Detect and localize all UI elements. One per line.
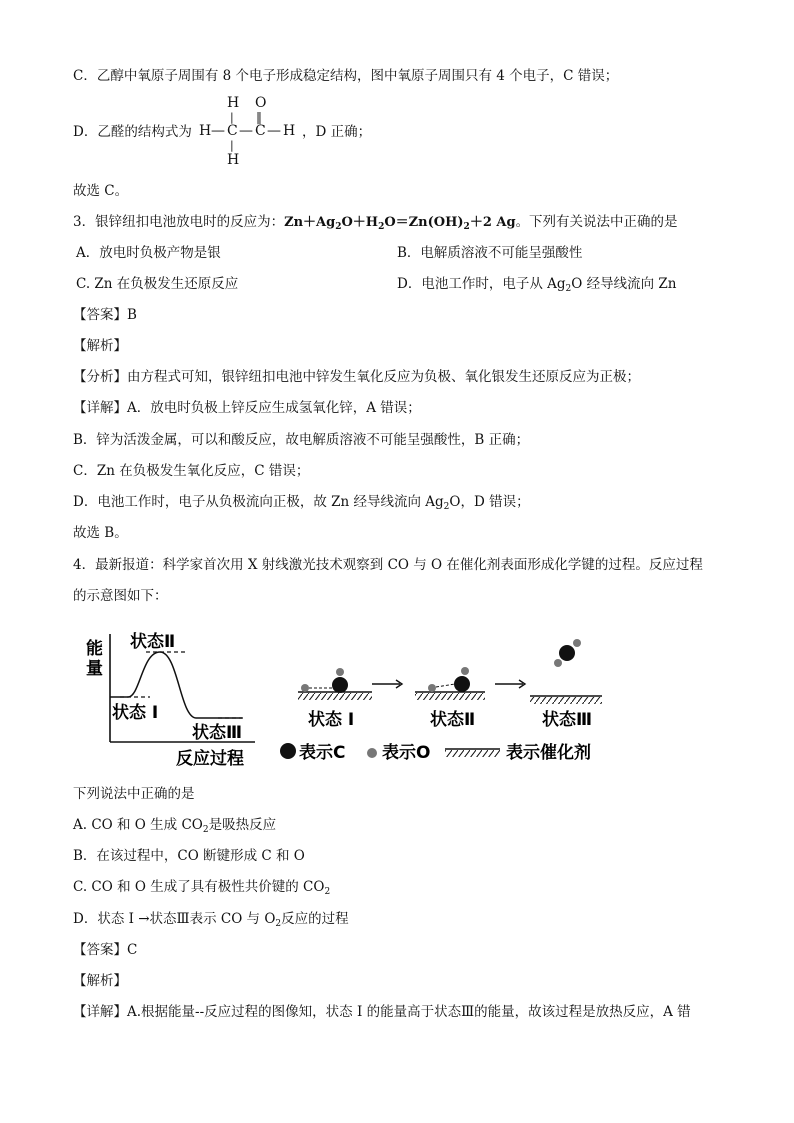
atom-c-1 (332, 677, 348, 693)
q3-detail-d: D．电池工作时，电子从负极流向正极，故 Zn 经导线流向 $Ag_2O$，D 错误； (73, 494, 530, 512)
scene-state3 (530, 639, 602, 730)
struct-h-left: H (199, 123, 212, 139)
legend-o-marker (367, 748, 377, 758)
q4-option-d: D．状态 I →状态Ⅲ表示 CO 与 $O_2$反应的过程 (73, 911, 349, 929)
q4-stem-line2: 的示意图如下： (73, 588, 168, 604)
struct-bond-h2: — (267, 123, 281, 139)
q3-option-c: C. Zn 在负极发生还原反应 (76, 276, 239, 292)
q3-option-a: A．放电时负极产物是银 (76, 245, 221, 261)
struct-c2: C (255, 123, 266, 139)
energy-diagram (86, 631, 255, 769)
scene-state1 (298, 668, 372, 730)
q4-option-b: B．在该过程中，CO 断键形成 C 和 O (73, 848, 305, 864)
atom-o-3a (554, 659, 562, 667)
struct-h-top: H (227, 95, 240, 111)
q3-fenxi: 【分析】由方程式可知，银锌纽扣电池中锌发生氧化反应为负极、氧化银发生还原反应为正极； (73, 369, 640, 385)
figure-legend (280, 742, 591, 763)
atom-o-3b (573, 639, 581, 647)
legend-c-marker (280, 743, 296, 759)
q3-option-d: D．电池工作时，电子从 $Ag_2O$ 经导线流向 Zn (397, 276, 677, 294)
legend-o-label: 表示O (382, 743, 431, 763)
legend-catalyst-label: 表示催化剂 (506, 743, 591, 763)
energy-axis-label-2: 量 (86, 659, 103, 679)
q3-equation: $Zn+Ag_2O+H_2O=Zn(OH)_2+2$ Ag (284, 215, 516, 232)
arrow-1 (372, 680, 402, 688)
reaction-figure (80, 622, 640, 772)
energy-label-state1: 状态 I (112, 703, 159, 723)
q2-option-d (73, 122, 192, 142)
q2-option-c: C．乙醇中氧原子周围有 8 个电子形成稳定结构，图中氧原子周围只有 4 个电子，C 错误； (73, 68, 619, 84)
q2-conclusion: 故选 C。 (73, 183, 129, 199)
legend-c-label: 表示C (299, 743, 346, 763)
arrow-2 (495, 680, 525, 688)
q3-stem (73, 212, 678, 233)
q3-conclusion: 故选 B。 (73, 525, 128, 541)
struct-bond-v1: | (230, 111, 234, 124)
struct-bond-h1: — (211, 123, 225, 139)
q4-option-c: C. CO 和 O 生成了具有极性共价键的 $CO_2$ (73, 879, 331, 897)
q2-option-d-suffix: ，D 正确； (302, 124, 372, 140)
atom-o-1 (301, 684, 309, 692)
catalyst-surface-2 (415, 693, 485, 700)
struct-h-bottom: H (227, 152, 240, 168)
scene-label-state1: 状态 I (308, 710, 355, 730)
atom-o-2 (428, 684, 436, 692)
struct-h-right: H (283, 123, 296, 139)
q4-analysis-label: 【解析】 (73, 973, 127, 989)
q3-detail-b: B．锌为活泼金属，可以和酸反应，故电解质溶液不可能呈强酸性，B 正确； (73, 432, 530, 448)
scene-label-state2: 状态Ⅱ (430, 710, 476, 730)
q3-analysis-label: 【解析】 (73, 338, 127, 354)
acetaldehyde-structure (197, 93, 307, 173)
atom-c-3 (559, 645, 575, 661)
q4-answer: 【答案】C (73, 942, 138, 958)
catalyst-surface-1 (298, 693, 372, 700)
energy-label-state3: 状态Ⅲ (192, 723, 243, 743)
q4-question: 下列说法中正确的是 (73, 786, 195, 802)
legend-catalyst-marker (445, 750, 500, 757)
struct-c1: C (227, 123, 238, 139)
q3-detail-c: C．Zn 在负极发生氧化反应，C 错误； (73, 463, 310, 479)
q4-option-a: A. CO 和 O 生成 $CO_2$是吸热反应 (73, 817, 277, 835)
q3-answer: 【答案】B (73, 307, 137, 323)
q2-option-d-prefix: D．乙醛的结构式为 (73, 124, 192, 140)
struct-o-top: O (255, 95, 267, 111)
scene-state2 (415, 667, 485, 730)
catalyst-surface-3 (530, 697, 602, 704)
atom-o-2b (461, 667, 469, 675)
energy-axis-label-x: 反应过程 (176, 749, 244, 769)
energy-label-state2: 状态Ⅱ (130, 632, 176, 652)
struct-bond-dbl: ‖ (256, 110, 262, 124)
atom-o-1b (336, 668, 344, 676)
energy-axis-label-1: 能 (86, 639, 103, 659)
q3-stem-prefix: 3．银锌纽扣电池放电时的反应为： (73, 214, 285, 230)
struct-bond-cc: — (239, 123, 253, 139)
scene-label-state3: 状态Ⅲ (542, 710, 593, 730)
q3-detail-a: 【详解】A．放电时负极上锌反应生成氢氧化锌，A 错误； (73, 400, 421, 416)
q3-stem-suffix: 。下列有关说法中正确的是 (515, 214, 678, 230)
q4-stem-line1: 4．最新报道：科学家首次用 X 射线激光技术观察到 CO 与 O 在催化剂表面形成化学键的过程。反应过程 (73, 557, 703, 573)
atom-c-2 (454, 676, 470, 692)
q3-option-b: B．电解质溶液不可能呈强酸性 (397, 245, 583, 261)
q4-detail-a: 【详解】A.根据能量--反应过程的图像知，状态 I 的能量高于状态Ⅲ的能量，故该过程是放热反应，A 错 (73, 1004, 691, 1020)
struct-bond-v2: | (230, 139, 234, 152)
